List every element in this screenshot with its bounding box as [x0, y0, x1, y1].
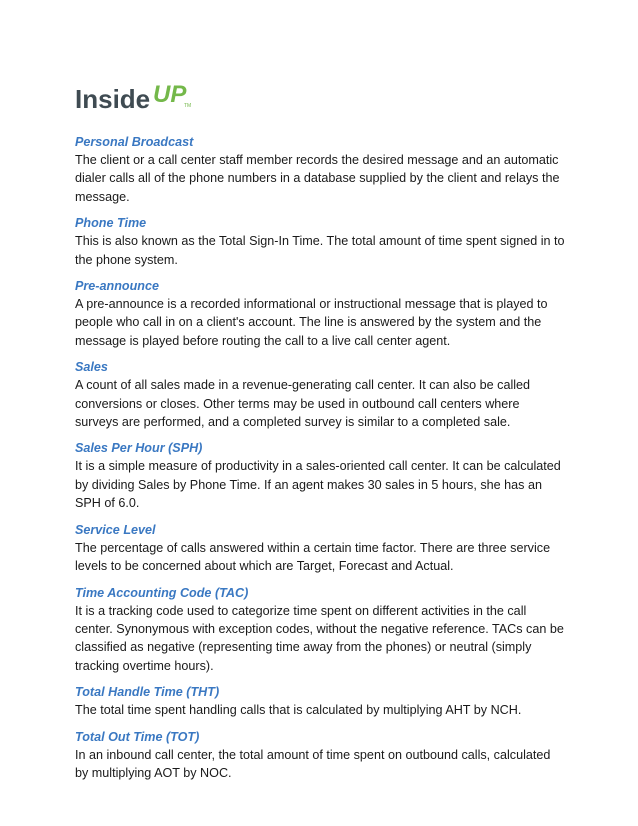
glossary-entry-service-level [75, 521, 565, 576]
glossary-entry-personal-broadcast [75, 133, 565, 206]
logo-wordmark: Inside [75, 84, 151, 114]
term-definition: It is a tracking code used to categorize time spent on different activities in the call center. Synonymous with exception codes, without the negative reference. TACs can be classified as negative (representing time away from the phones) or neutral (simply tracking overtime hours). [75, 603, 564, 673]
term-definition: A count of all sales made in a revenue-generating call center. It can also be called conversions or closes. Other terms may be used in outbound call centers where surveys are performed, and a completed survey is similar to a completed sale. [75, 378, 531, 430]
glossary-entry-time-accounting-code [75, 584, 565, 676]
term-heading: Phone Time [75, 216, 147, 231]
term-heading: Pre-announce [75, 279, 159, 294]
glossary-entry-total-out-time [75, 728, 565, 783]
term-definition: The percentage of calls answered within a certain time factor. There are three service levels to be concerned about which are Target, Forecast and Actual. [75, 540, 551, 574]
term-heading: Total Out Time (TOT) [75, 729, 200, 744]
term-definition: The client or a call center staff member records the desired message and an automatic dialer calls all of the phone numbers in a database supplied by the client and relays the message. [75, 153, 560, 204]
term-heading: Personal Broadcast [75, 135, 194, 149]
glossary-entry-total-handle-time [75, 683, 565, 719]
term-definition: It is a simple measure of productivity in a sales-oriented call center. It can be calculated by dividing Sales by Phone Time. If an agent makes 30 sales in 5 hours, she has an SPH of 6.0. [75, 459, 561, 511]
logo-trademark: TM [184, 103, 192, 109]
term-heading: Time Accounting Code (TAC) [75, 585, 249, 600]
term-definition: The total time spent handling calls that is calculated by multiplying AHT by NCH. [75, 703, 522, 718]
insideup-logo [75, 68, 205, 118]
term-heading: Sales [75, 360, 108, 375]
glossary-entry-pre-announce [75, 277, 565, 350]
glossary-list [75, 133, 565, 790]
term-definition: In an inbound call center, the total amount of time spent on outbound calls, calculated by multiplying AOT by NOC. [75, 747, 551, 780]
term-heading: Sales Per Hour (SPH) [75, 441, 203, 456]
term-definition: A pre-announce is a recorded informational or instructional message that is played to people who call in on a client's account. The line is answered by the system and the message is played before routing the call to a live call center agent. [75, 297, 548, 348]
glossary-entry-phone-time [75, 214, 565, 269]
glossary-entry-sales-per-hour [75, 439, 565, 512]
term-definition: This is also known as the Total Sign-In Time. The total amount of time spent signed in to the phone system. [75, 234, 565, 267]
term-heading: Total Handle Time (THT) [75, 685, 220, 700]
glossary-entry-sales [75, 358, 565, 431]
logo-mark: UP [153, 81, 187, 108]
term-heading: Service Level [75, 522, 156, 537]
